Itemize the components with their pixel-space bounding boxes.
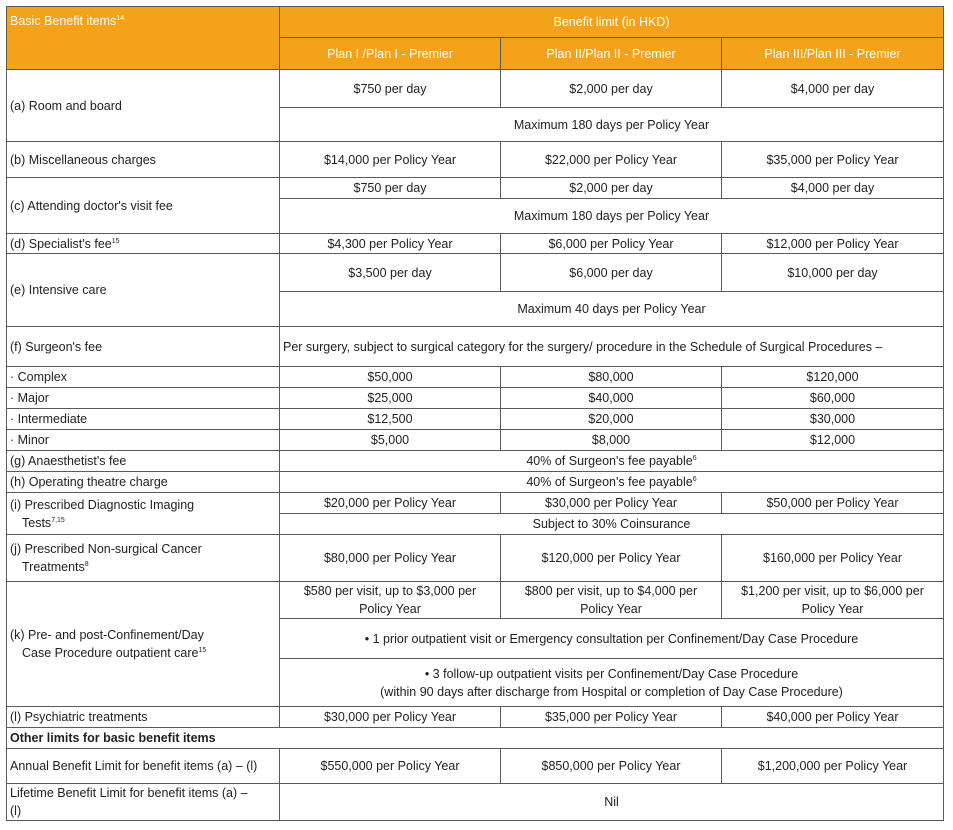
lifetime-limit-label-1: Lifetime Benefit Limit for benefit items (a) – (10, 786, 248, 800)
row-c-plan3: $4,000 per day (722, 178, 944, 199)
row-f-sub-plan2: $8,000 (501, 430, 722, 451)
plan-header-1: Plan I /Plan I - Premier (280, 38, 501, 70)
row-l-plan3: $40,000 per Policy Year (722, 707, 944, 728)
row-k-plan1-line2: Policy Year (359, 602, 421, 616)
row-j-plan2: $120,000 per Policy Year (501, 535, 722, 582)
row-a-label: (a) Room and board (7, 70, 280, 142)
row-h-label: (h) Operating theatre charge (7, 472, 280, 493)
row-c-label: (c) Attending doctor's visit fee (7, 178, 280, 234)
row-f-sub-plan3: $60,000 (722, 388, 944, 409)
row-c-plan1: $750 per day (280, 178, 501, 199)
plan-header-3: Plan III/Plan III - Premier (722, 38, 944, 70)
row-j-label-1: (j) Prescribed Non-surgical Cancer (10, 542, 202, 556)
row-k-note-1: • 1 prior outpatient visit or Emergency consultation per Confinement/Day Case Procedure (280, 619, 944, 659)
row-k-note-2a: • 3 follow-up outpatient visits per Confinement/Day Case Procedure (424, 666, 799, 681)
row-j-sup: 8 (84, 560, 89, 568)
benefit-table (6, 6, 944, 821)
row-j-label-2: Treatments (22, 560, 85, 574)
other-heading: Other limits for basic benefit items (7, 728, 944, 749)
row-d-label: (d) Specialist's fee (10, 236, 112, 251)
row-g-note: 40% of Surgeon's fee payable (526, 454, 693, 468)
row-f-sub-plan3: $30,000 (722, 409, 944, 430)
row-d (7, 234, 944, 254)
row-k-plan2-line2: Policy Year (580, 602, 642, 616)
row-d-plan3: $12,000 per Policy Year (722, 234, 944, 254)
row-b-plan3: $35,000 per Policy Year (722, 142, 944, 178)
row-d-sup: 15 (111, 237, 120, 245)
row-a-plan1: $750 per day (280, 70, 501, 108)
row-b-label: (b) Miscellaneous charges (7, 142, 280, 178)
row-f-sub-plan3: $120,000 (722, 367, 944, 388)
row-k-plan1 (280, 582, 501, 619)
row-f-sub-label: · Complex (7, 367, 280, 388)
row-f-sub-plan2: $40,000 (501, 388, 722, 409)
row-i-label-2: Tests (22, 515, 52, 530)
row-e-plan1: $3,500 per day (280, 254, 501, 292)
row-g-sup: 6 (692, 454, 697, 462)
row-k (7, 582, 944, 619)
row-f-sub (7, 409, 944, 430)
row-c-note: Maximum 180 days per Policy Year (280, 199, 944, 234)
row-g-label: (g) Anaesthetist's fee (7, 451, 280, 472)
row-d-plan1: $4,300 per Policy Year (280, 234, 501, 254)
row-k-sup: 15 (198, 646, 207, 654)
row-c (7, 178, 944, 199)
row-l (7, 707, 944, 728)
row-k-label-cell (7, 582, 280, 707)
header-items-cell (7, 7, 280, 70)
annual-limit-plan2: $850,000 per Policy Year (501, 749, 722, 784)
row-i (7, 493, 944, 514)
row-f-sub (7, 430, 944, 451)
row-i-plan2: $30,000 per Policy Year (501, 493, 722, 514)
row-i-label-2-wrap (10, 514, 276, 532)
row-k-note-2 (280, 659, 944, 707)
row-b (7, 142, 944, 178)
row-f-sub (7, 367, 944, 388)
row-f-sub-plan2: $20,000 (501, 409, 722, 430)
lifetime-limit-label-cell (7, 784, 280, 821)
row-f-sub-plan1: $25,000 (280, 388, 501, 409)
row-h-note-cell (280, 472, 944, 493)
row-k-label-1: (k) Pre- and post-Confinement/Day (10, 628, 204, 642)
row-k-plan3-line1: $1,200 per visit, up to $6,000 per (741, 584, 924, 598)
row-i-plan3: $50,000 per Policy Year (722, 493, 944, 514)
row-a-plan3: $4,000 per day (722, 70, 944, 108)
annual-limit-row (7, 749, 944, 784)
row-k-plan3-line2: Policy Year (801, 602, 864, 616)
row-i-plan1: $20,000 per Policy Year (280, 493, 501, 514)
row-e-plan2: $6,000 per day (501, 254, 722, 292)
row-f-sub (7, 388, 944, 409)
row-j-label-cell (7, 535, 280, 582)
row-f-note: Per surgery, subject to surgical category for the surgery/ procedure in the Schedule of Surgical Procedures – (280, 327, 944, 367)
annual-limit-plan1: $550,000 per Policy Year (280, 749, 501, 784)
row-f-sub-label: · Intermediate (7, 409, 280, 430)
row-j-plan3: $160,000 per Policy Year (722, 535, 944, 582)
row-a-note: Maximum 180 days per Policy Year (280, 108, 944, 142)
row-e-label: (e) Intensive care (7, 254, 280, 327)
row-f-sub-label: · Major (7, 388, 280, 409)
header-row (7, 7, 944, 38)
row-e-plan3: $10,000 per day (722, 254, 944, 292)
row-e-note: Maximum 40 days per Policy Year (280, 292, 944, 327)
row-i-note: Subject to 30% Coinsurance (280, 514, 944, 535)
row-j-plan1: $80,000 per Policy Year (280, 535, 501, 582)
row-f-sub-plan1: $50,000 (280, 367, 501, 388)
row-j-label-2-wrap (10, 558, 276, 576)
row-g (7, 451, 944, 472)
row-j (7, 535, 944, 582)
lifetime-limit-label-2: (l) (10, 804, 22, 818)
annual-limit-plan3: $1,200,000 per Policy Year (722, 749, 944, 784)
row-e (7, 254, 944, 292)
row-f-sub-plan3: $12,000 (722, 430, 944, 451)
row-k-plan3 (722, 582, 944, 619)
row-k-note-2b: (within 90 days after discharge from Hospital or completion of Day Case Procedure) (380, 684, 843, 699)
row-g-note-cell (280, 451, 944, 472)
lifetime-limit-value: Nil (280, 784, 944, 821)
row-h-sup: 6 (692, 475, 697, 483)
row-i-label-1: (i) Prescribed Diagnostic Imaging (10, 497, 195, 512)
row-f-sub-plan1: $12,500 (280, 409, 501, 430)
row-b-plan2: $22,000 per Policy Year (501, 142, 722, 178)
row-k-plan1-line1: $580 per visit, up to $3,000 per (303, 584, 477, 598)
header-items-sup: 14 (116, 14, 125, 22)
row-k-plan2 (501, 582, 722, 619)
row-h (7, 472, 944, 493)
row-k-label-2: Case Procedure outpatient care (22, 646, 199, 660)
row-c-plan2: $2,000 per day (501, 178, 722, 199)
row-l-plan2: $35,000 per Policy Year (501, 707, 722, 728)
row-l-plan1: $30,000 per Policy Year (280, 707, 501, 728)
row-f-sub-plan1: $5,000 (280, 430, 501, 451)
row-i-sup: 7,15 (51, 516, 65, 524)
lifetime-limit-row (7, 784, 944, 821)
row-f (7, 327, 944, 367)
row-b-plan1: $14,000 per Policy Year (280, 142, 501, 178)
row-a-plan2: $2,000 per day (501, 70, 722, 108)
row-f-sub-label: · Minor (7, 430, 280, 451)
row-f-sub-plan2: $80,000 (501, 367, 722, 388)
row-l-label: (l) Psychiatric treatments (7, 707, 280, 728)
header-benefit-limit: Benefit limit (in HKD) (280, 7, 944, 38)
other-heading-row (7, 728, 944, 749)
row-d-label-cell (7, 234, 280, 254)
row-f-label: (f) Surgeon's fee (7, 327, 280, 367)
row-h-note: 40% of Surgeon's fee payable (526, 475, 693, 489)
row-k-label-2-wrap (10, 644, 276, 662)
row-d-plan2: $6,000 per Policy Year (501, 234, 722, 254)
row-a (7, 70, 944, 108)
row-i-label-cell (7, 493, 280, 535)
header-items-label: Basic Benefit items (10, 14, 117, 28)
annual-limit-label: Annual Benefit Limit for benefit items (a) – (l) (7, 749, 280, 784)
plan-header-2: Plan II/Plan II - Premier (501, 38, 722, 70)
row-k-plan2-line1: $800 per visit, up to $4,000 per (524, 584, 698, 598)
